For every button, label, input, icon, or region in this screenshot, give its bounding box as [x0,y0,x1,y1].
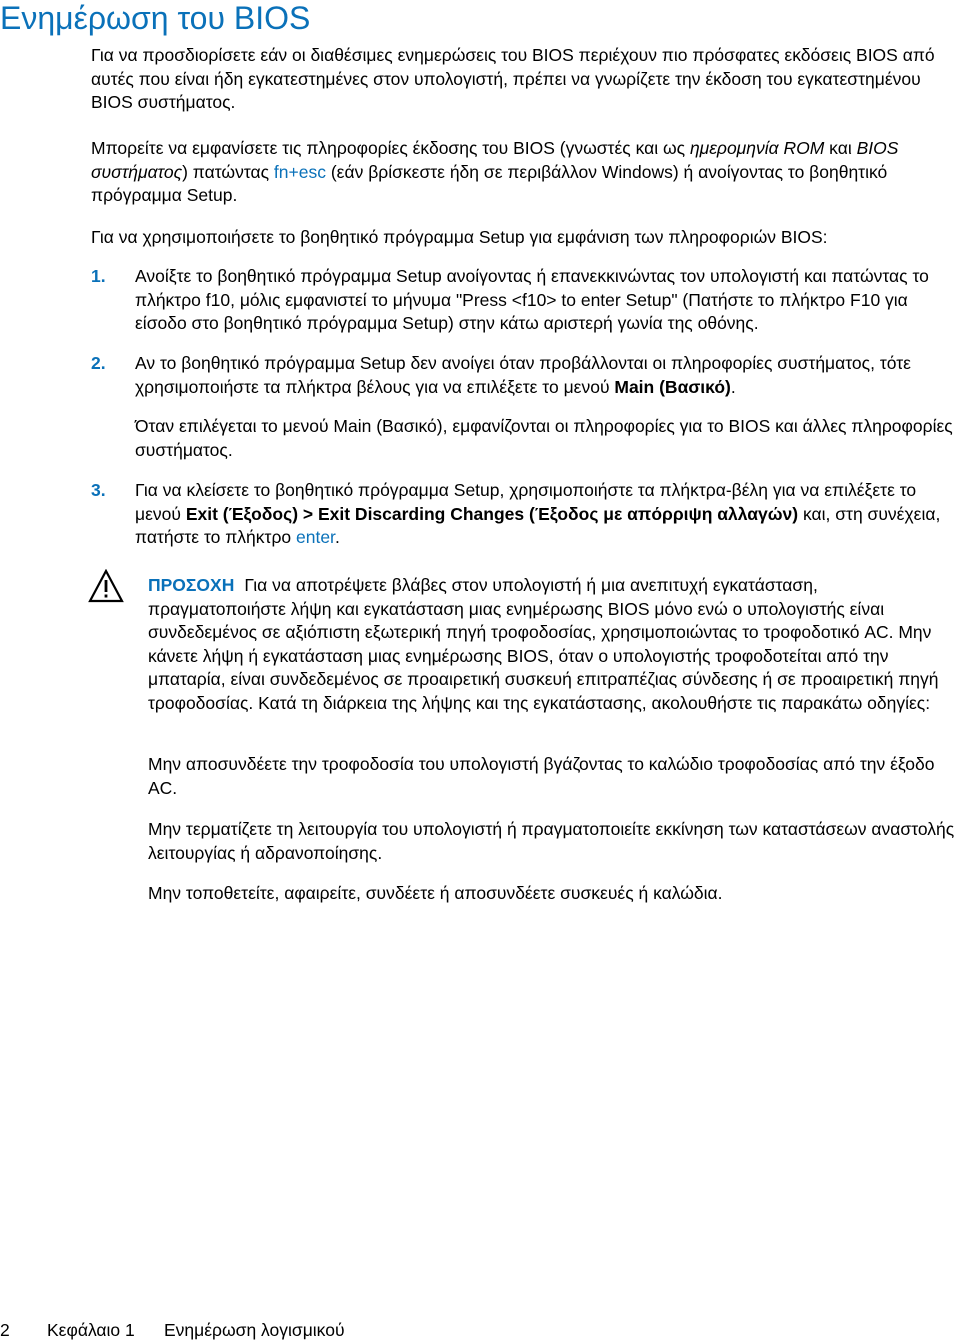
text-span: (εάν βρίσκεστε ήδη σε περιβάλλον Windows) ή ανοίγοντας το βοηθητικό πρόγραμμα Setup. [91,161,888,205]
caution-text: Για να αποτρέψετε βλάβες στον υπολογιστή ή μια ανεπιτυχή εγκατάσταση, πραγματοποιήστε λήψη και εγκατάσταση μιας ενημέρωσης BIOS μόνο ενώ ο υπολογιστής είναι συνδεδεμένος σε αξιόπιστη εξωτερική πηγή τροφοδοσίας, χρησιμοποιώντας το τροφοδοτικό AC. Μην κάνετε λήψη ή εγκατάσταση μιας ενημέρωσης BIOS, όταν ο υπολογιστής τροφοδοτείται από την μπαταρία, είναι συνδεδεμένος σε προαιρετική συσκευή επιτραπέζιας σύνδεσης ή σε προαιρετική πηγή τροφοδοσίας. Κατά τη διάρκεια της λήψης και της εγκατάστασης, ακολουθήστε τις παρακάτω οδηγίες: [148,575,939,713]
step-text [135,352,959,399]
system-bios-term: BIOS συστήματος [91,138,899,182]
text-span: Μπορείτε να εμφανίσετε τις πληροφορίες έκδοσης του BIOS (γνωστές και ως [91,138,690,158]
footer-chapter: Κεφάλαιο 1 [47,1320,135,1340]
text-span: . [730,376,736,397]
text-span: και [824,138,857,158]
caution-item: Μην τοποθετείτε, αφαιρείτε, συνδέετε ή αποσυνδέετε συσκευές ή καλώδια. [148,883,723,903]
text-span: και, στη συνέχεια, πατήστε το πλήκτρο [135,503,941,547]
intro-paragraph: Για να προσδιορίσετε εάν οι διαθέσιμες ενημερώσεις του BIOS περιέχουν πιο πρόσφατες εκδόσεις BIOS από αυτές που είναι ήδη εγκατεστημένες στον υπολογιστή, πρέπει να γνωρίζετε την έκδοση του εγκατεστημένου BIOS συστήματος. [91,45,935,112]
page-title: Ενημέρωση του BIOS [0,0,311,36]
main-menu-term: Main (Βασικό) [614,376,731,397]
text-span: Αν το βοηθητικό πρόγραμμα Setup δεν ανοίγει όταν προβάλλονται οι πληροφορίες συστήματος, τότε χρησιμοποιήστε τα πλήκτρα βέλους για να επιλέξετε το μενού [135,353,911,397]
caution-label: ΠΡΟΣΟΧΗ [148,575,235,595]
warning-triangle-icon [88,569,124,603]
version-info-paragraph [91,137,959,208]
caution-paragraph [148,574,960,715]
step-text [135,479,959,550]
footer-chapter-title: Ενημέρωση λογισμικού [164,1320,345,1340]
setup-intro-paragraph: Για να χρησιμοποιήσετε το βοηθητικό πρόγραμμα Setup για εμφάνιση των πληροφοριών BIOS: [91,227,828,247]
step-number: 1. [91,266,106,286]
step-number: 2. [91,353,106,373]
step-number: 3. [91,480,106,500]
key-fn-esc: fn+esc [273,161,326,182]
caution-item: Μην αποσυνδέετε την τροφοδοσία του υπολογιστή βγάζοντας το καλώδιο τροφοδοσίας από την έξοδο AC. [148,754,935,798]
text-span: ) πατώντας [182,161,274,182]
text-span: Για να κλείσετε το βοηθητικό πρόγραμμα Setup, χρησιμοποιήστε τα πλήκτρα-βέλη για να επιλέξετε το μενού [135,480,917,524]
exit-menu-term: Exit (Έξοδος) > Exit Discarding Changes (Έξοδος με απόρριψη αλλαγών) [185,503,799,524]
step-text: Ανοίξτε το βοηθητικό πρόγραμμα Setup ανοίγοντας ή επανεκκινώντας τον υπολογιστή και πατώντας το πλήκτρο f10, μόλις εμφανιστεί το μήνυμα "Press <f10> to enter Setup" (Πατήστε το πλήκτρο F10 για είσοδο στο βοηθητικό πρόγραμμα Setup) στην κάτω αριστερή γωνία της οθόνης. [135,266,929,333]
step-sub-text: Όταν επιλέγεται το μενού Main (Βασικό), εμφανίζονται οι πληροφορίες για το BIOS και άλλες πληροφορίες συστήματος. [135,416,953,460]
rom-date-term: ημερομηνία ROM [689,138,825,158]
key-enter: enter [296,527,335,547]
page-number: 2 [0,1320,10,1340]
caution-item: Μην τερματίζετε τη λειτουργία του υπολογιστή ή πραγματοποιείτε εκκίνηση των καταστάσεων αναστολής λειτουργίας ή αδρανοποίησης. [148,819,955,863]
text-span: . [334,527,340,547]
